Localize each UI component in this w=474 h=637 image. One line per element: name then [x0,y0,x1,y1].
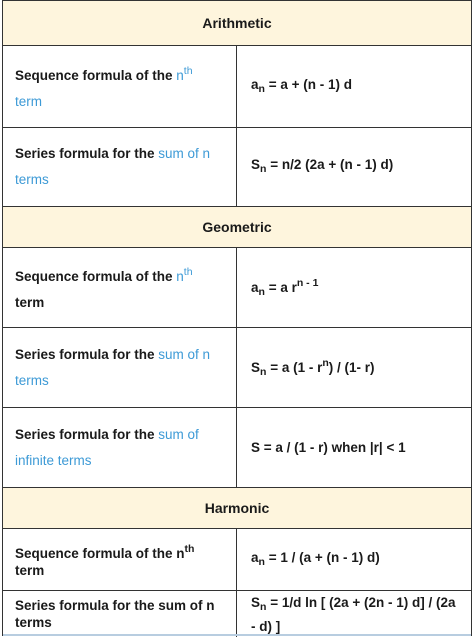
section-harmonic [3,488,471,529]
label-text: Series formula for the [15,346,159,362]
row-label [3,46,237,127]
section-title: Harmonic [204,500,270,516]
label-text: Sequence formula of the [15,68,177,83]
nth-term-link[interactable]: $n^{th}$ [176,266,193,284]
label-text: Sequence formula of the [15,269,177,284]
row-label: Sequence formula of the $n^{th}$ term [3,529,237,590]
label-text: Series formula for the [15,426,159,442]
sum-of-n-terms-link[interactable]: sum of n terms [15,146,211,187]
label-text: Series formula for the [15,146,159,161]
row-formula: $S_n = 1/d$ ln [ (2a + (2n - 1) d] / (2a - d) ] [251,594,456,634]
table-row [3,128,471,207]
section-title: Geometric [202,219,272,235]
table-row [3,408,471,488]
row-label [3,408,237,487]
row-label [3,128,237,206]
table-row [3,591,471,637]
sum-of-infinite-terms-link[interactable]: sum of infinite terms [15,426,199,468]
formula-table [2,0,472,636]
table-row [3,529,471,591]
table-row [3,46,471,128]
row-formula: $S_n = a$ $(1 - r^n) / (1-$ r) [251,356,375,378]
row-formula: $S_n = n/2$ (2a + (n - 1) d) [251,157,394,175]
section-arithmetic [3,1,471,46]
row-label: Sequence formula of the $n^{th}$ term [3,248,237,327]
sum-of-n-terms-link[interactable]: sum of n terms [15,346,211,388]
section-title: Arithmetic [202,15,272,31]
row-label: Series formula for the sum of n terms [3,591,237,637]
row-formula: $a_n = a + (n - 1)$ d [251,76,352,95]
row-formula: $a_n = 1 / (a + (n - 1)$ d) [251,549,380,568]
row-label [3,328,237,407]
table-row [3,248,471,328]
row-formula: $a_n = a$ $r^{n - 1}$ [251,276,319,298]
table-row [3,328,471,408]
row-formula: S = a / (1 - r) when |r| < 1 [251,440,406,455]
section-geometric [3,207,471,248]
nth-term-link[interactable]: $n^{th}$ term [15,65,193,109]
